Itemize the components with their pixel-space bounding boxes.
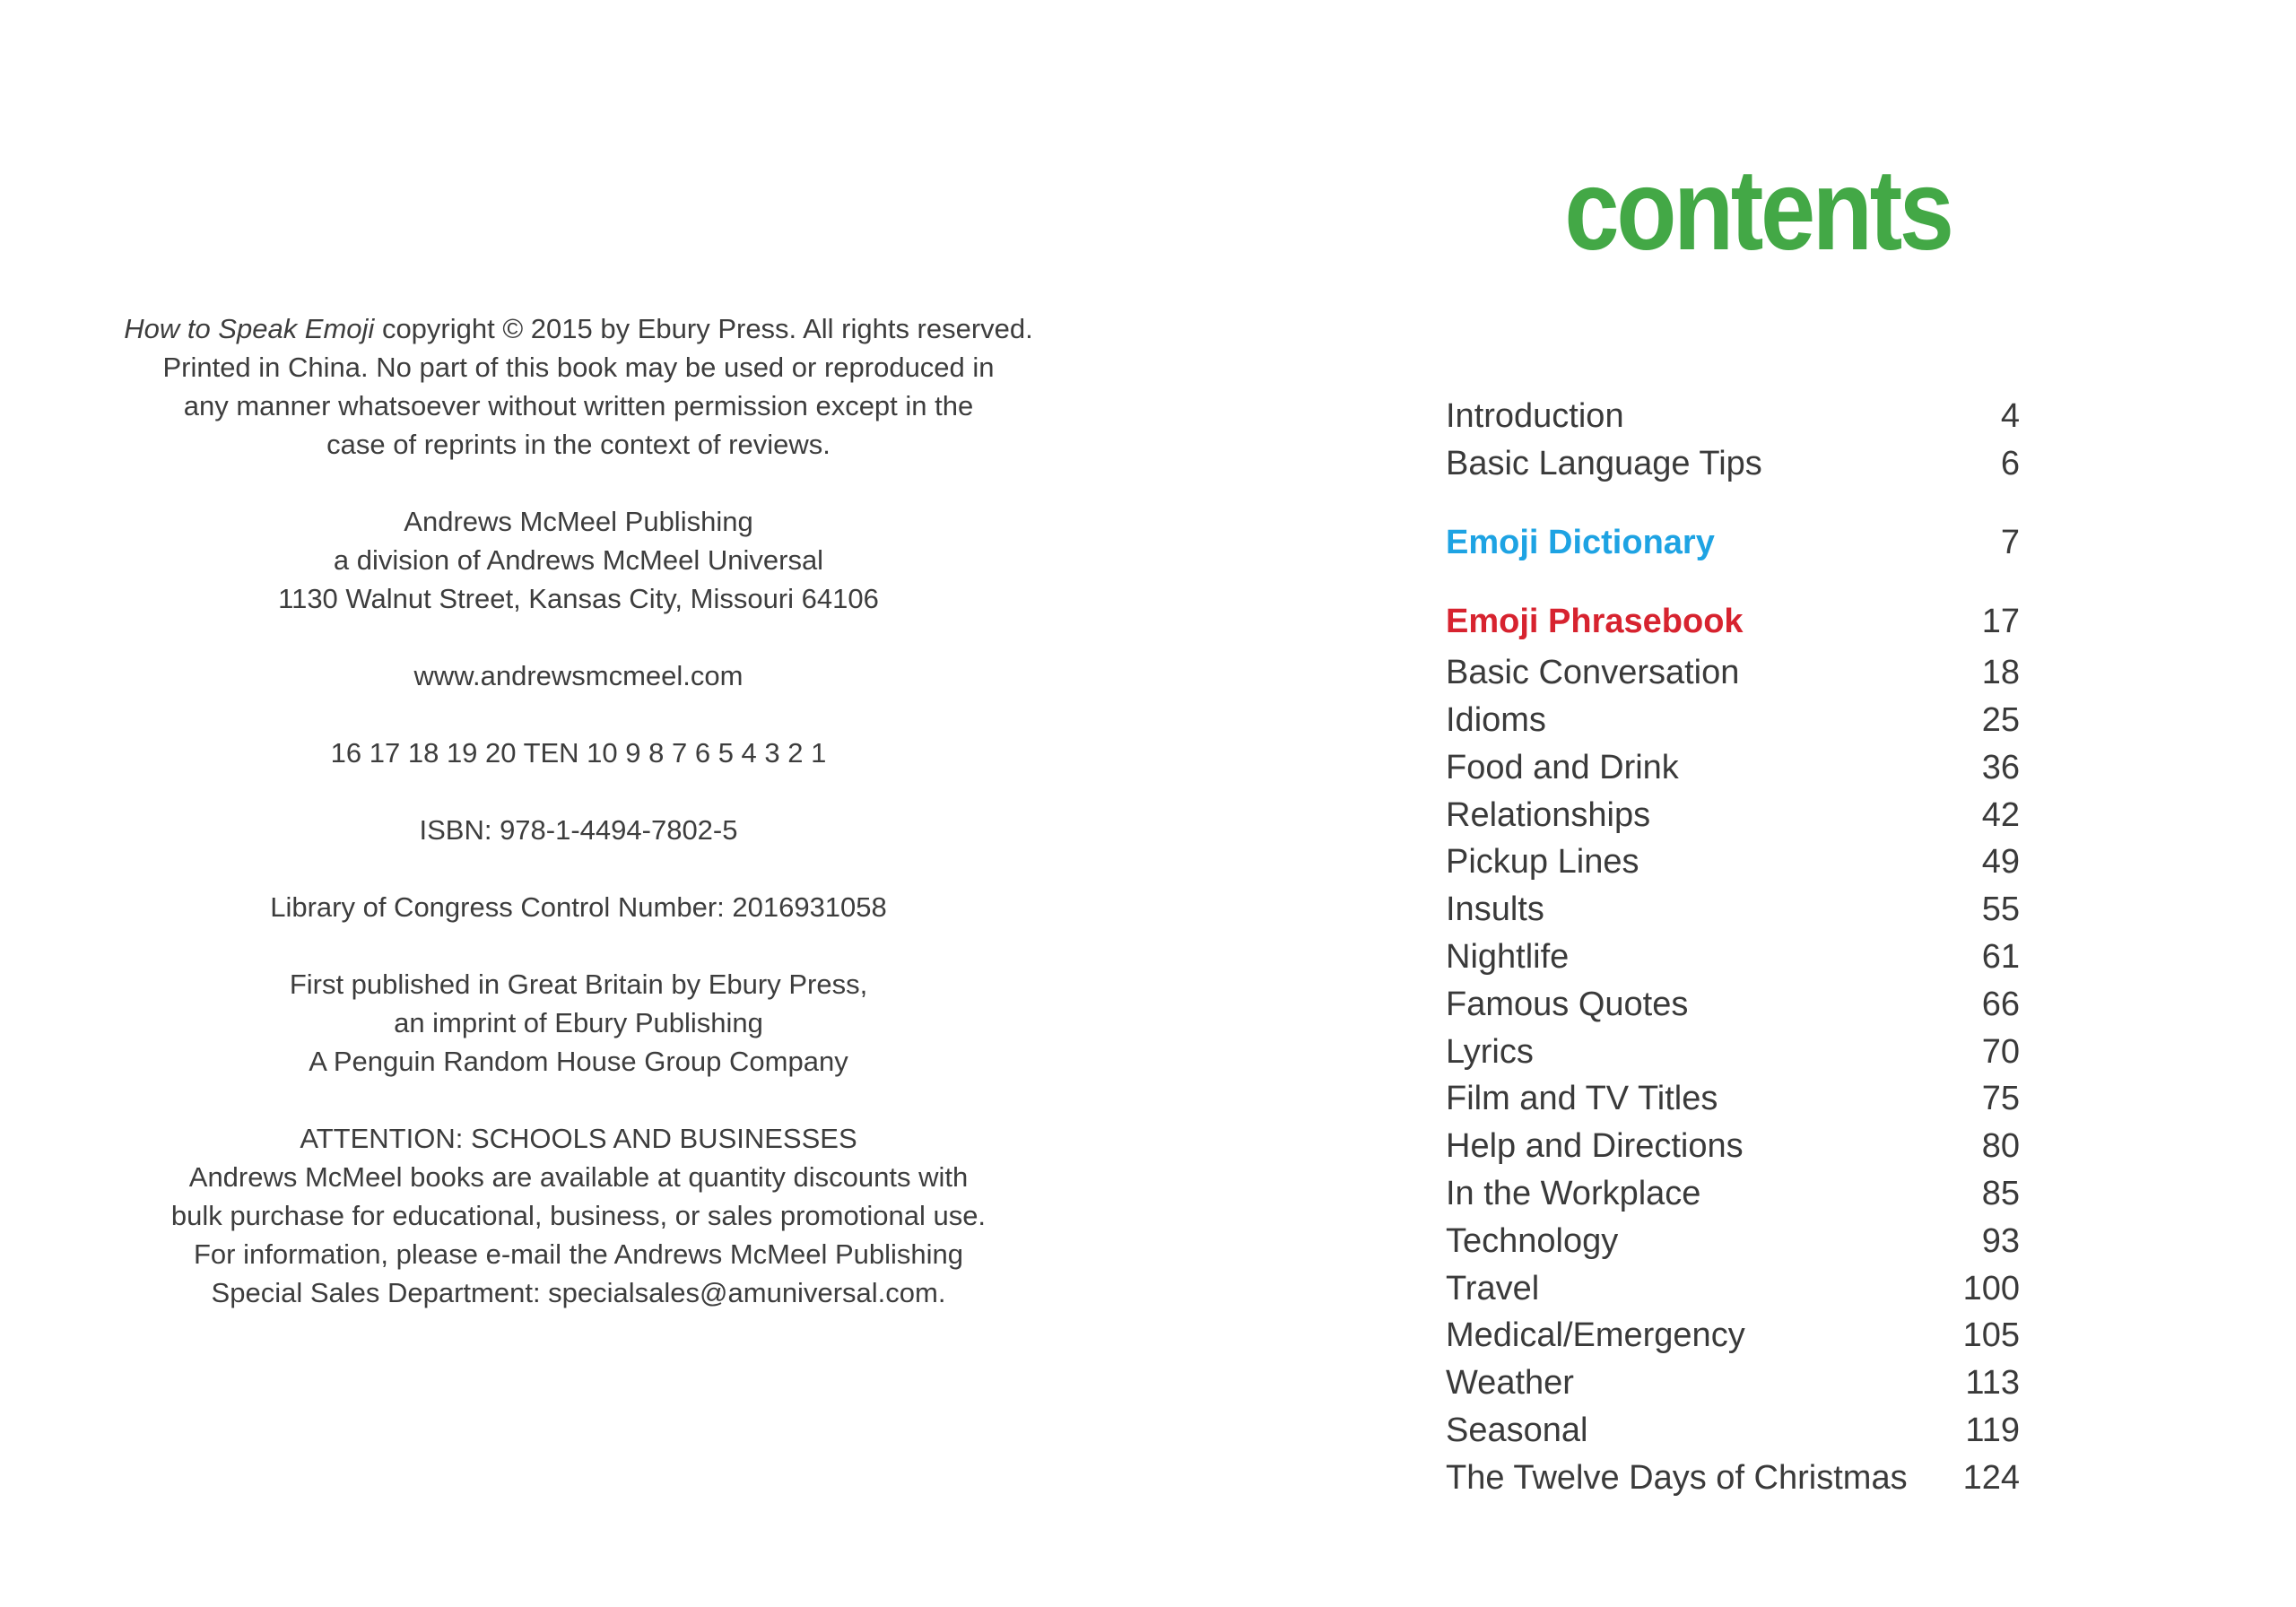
toc-page: 105 <box>1962 1316 2020 1355</box>
toc-label: Medical/Emergency <box>1446 1316 1745 1355</box>
toc-label: Pickup Lines <box>1446 843 1639 882</box>
rights-line-4: case of reprints in the context of reviews. <box>326 429 831 460</box>
toc-label: The Twelve Days of Christmas <box>1446 1458 1908 1497</box>
toc-section-dictionary: Emoji Dictionary <box>1446 523 1715 561</box>
toc-label: Famous Quotes <box>1446 985 1689 1023</box>
toc-page: 61 <box>1981 937 2020 976</box>
toc-label: Basic Language Tips <box>1446 444 1762 482</box>
publisher-name: Andrews McMeel Publishing <box>404 506 753 537</box>
lccn <box>90 888 1067 926</box>
toc-page: 119 <box>1965 1411 2020 1449</box>
toc-row <box>1446 1359 2020 1407</box>
toc-row <box>1446 1218 2020 1265</box>
toc-row <box>1446 934 2020 981</box>
rights-line-2: Printed in China. No part of this book may be used or reproduced in <box>162 352 995 383</box>
toc-row <box>1446 838 2020 886</box>
toc-page: 80 <box>1981 1127 2020 1166</box>
toc-label: Seasonal <box>1446 1411 1588 1449</box>
rights-line-1 <box>90 309 1067 348</box>
toc-page: 36 <box>1981 748 2020 786</box>
isbn <box>90 811 1067 849</box>
attention-line-4: For information, please e-mail the Andrews McMeel Publishing <box>193 1238 964 1270</box>
toc-label: Idioms <box>1446 700 1546 739</box>
first-published-line-3: A Penguin Random House Group Company <box>309 1046 848 1077</box>
phrasebook-entries <box>1446 649 2020 1501</box>
toc-label: Film and TV Titles <box>1446 1080 1718 1118</box>
toc-page: 113 <box>1965 1364 2020 1403</box>
toc-page: 66 <box>1981 985 2020 1023</box>
rights-line-3: any manner whatsoever without written permission except in the <box>183 390 974 421</box>
toc-page: 18 <box>1981 654 2020 692</box>
publisher-street: 1130 Walnut Street, Kansas City, Missouri 64106 <box>278 583 879 614</box>
publisher-website <box>90 656 1067 695</box>
lccn-text: Library of Congress Control Number: 2016931058 <box>270 891 887 923</box>
toc-label: Lyrics <box>1446 1032 1534 1071</box>
toc-page: 75 <box>1981 1080 2020 1118</box>
website-text: www.andrewsmcmeel.com <box>413 660 744 691</box>
toc-page: 49 <box>1981 843 2020 882</box>
publisher-division: a division of Andrews McMeel Universal <box>333 544 824 576</box>
first-published <box>90 965 1067 1081</box>
toc-page: 6 <box>2000 444 2020 482</box>
toc-label: Food and Drink <box>1446 748 1679 786</box>
toc-row-emoji-dictionary <box>1446 519 2020 567</box>
attention-line-1: ATTENTION: SCHOOLS AND BUSINESSES <box>300 1123 857 1154</box>
book-title: How to Speak Emoji <box>124 313 375 344</box>
toc-page: 70 <box>1981 1032 2020 1071</box>
attention-line-5: Special Sales Department: specialsales@amuniversal.com. <box>211 1277 946 1308</box>
toc-row <box>1446 697 2020 744</box>
toc-row <box>1446 981 2020 1029</box>
rights-statement <box>90 309 1067 464</box>
toc-label: Relationships <box>1446 795 1651 834</box>
toc-row-introduction <box>1446 393 2020 440</box>
toc-label: Basic Conversation <box>1446 654 1740 692</box>
toc-row <box>1446 1312 2020 1359</box>
printing-line <box>90 734 1067 772</box>
publisher-address <box>90 502 1067 618</box>
toc-page: 55 <box>1981 890 2020 929</box>
toc-row <box>1446 1123 2020 1170</box>
toc-row-emoji-phrasebook <box>1446 598 2020 646</box>
toc-label: Insults <box>1446 890 1544 929</box>
toc-page: 85 <box>1981 1174 2020 1212</box>
first-published-line-2: an imprint of Ebury Publishing <box>394 1007 763 1038</box>
toc-label: Help and Directions <box>1446 1127 1744 1166</box>
toc-row <box>1446 1170 2020 1218</box>
toc-row <box>1446 744 2020 792</box>
toc-page: 124 <box>1962 1458 2020 1497</box>
toc-row <box>1446 1029 2020 1076</box>
toc-page: 7 <box>2000 523 2020 561</box>
toc-label: Nightlife <box>1446 937 1570 976</box>
toc-row <box>1446 649 2020 697</box>
first-published-line-1: First published in Great Britain by Ebury Press, <box>289 969 868 1000</box>
toc-row <box>1446 886 2020 934</box>
toc-page: 42 <box>1981 795 2020 834</box>
toc-row-basic-language-tips <box>1446 440 2020 488</box>
toc-row <box>1446 792 2020 839</box>
toc-page: 25 <box>1981 700 2020 739</box>
toc-row <box>1446 1075 2020 1123</box>
attention-notice <box>90 1119 1067 1312</box>
toc-label: In the Workplace <box>1446 1174 1701 1212</box>
copyright-page <box>90 309 1067 1351</box>
toc-label: Travel <box>1446 1269 1540 1307</box>
toc-section-phrasebook: Emoji Phrasebook <box>1446 603 1744 641</box>
attention-line-2: Andrews McMeel books are available at quantity discounts with <box>188 1161 969 1193</box>
toc-row <box>1446 1265 2020 1313</box>
isbn-text: ISBN: 978-1-4494-7802-5 <box>419 814 738 846</box>
toc-label: Technology <box>1446 1221 1619 1260</box>
toc-row <box>1446 1407 2020 1455</box>
toc-page: 4 <box>2000 397 2020 435</box>
toc-page: 93 <box>1981 1221 2020 1260</box>
toc-page: 17 <box>1981 603 2020 641</box>
printing-numbers: 16 17 18 19 20 TEN 10 9 8 7 6 5 4 3 2 1 <box>330 737 827 769</box>
attention-line-3: bulk purchase for educational, business, or sales promotional use. <box>170 1200 987 1231</box>
contents-title: contents <box>1564 146 1952 274</box>
toc-label: Introduction <box>1446 397 1624 435</box>
toc-label: Weather <box>1446 1364 1574 1403</box>
toc-page: 100 <box>1962 1269 2020 1307</box>
table-of-contents <box>1446 393 2020 1502</box>
rights-line-1-rest: copyright © 2015 by Ebury Press. All rights reserved. <box>374 313 1033 344</box>
toc-row <box>1446 1455 2020 1502</box>
